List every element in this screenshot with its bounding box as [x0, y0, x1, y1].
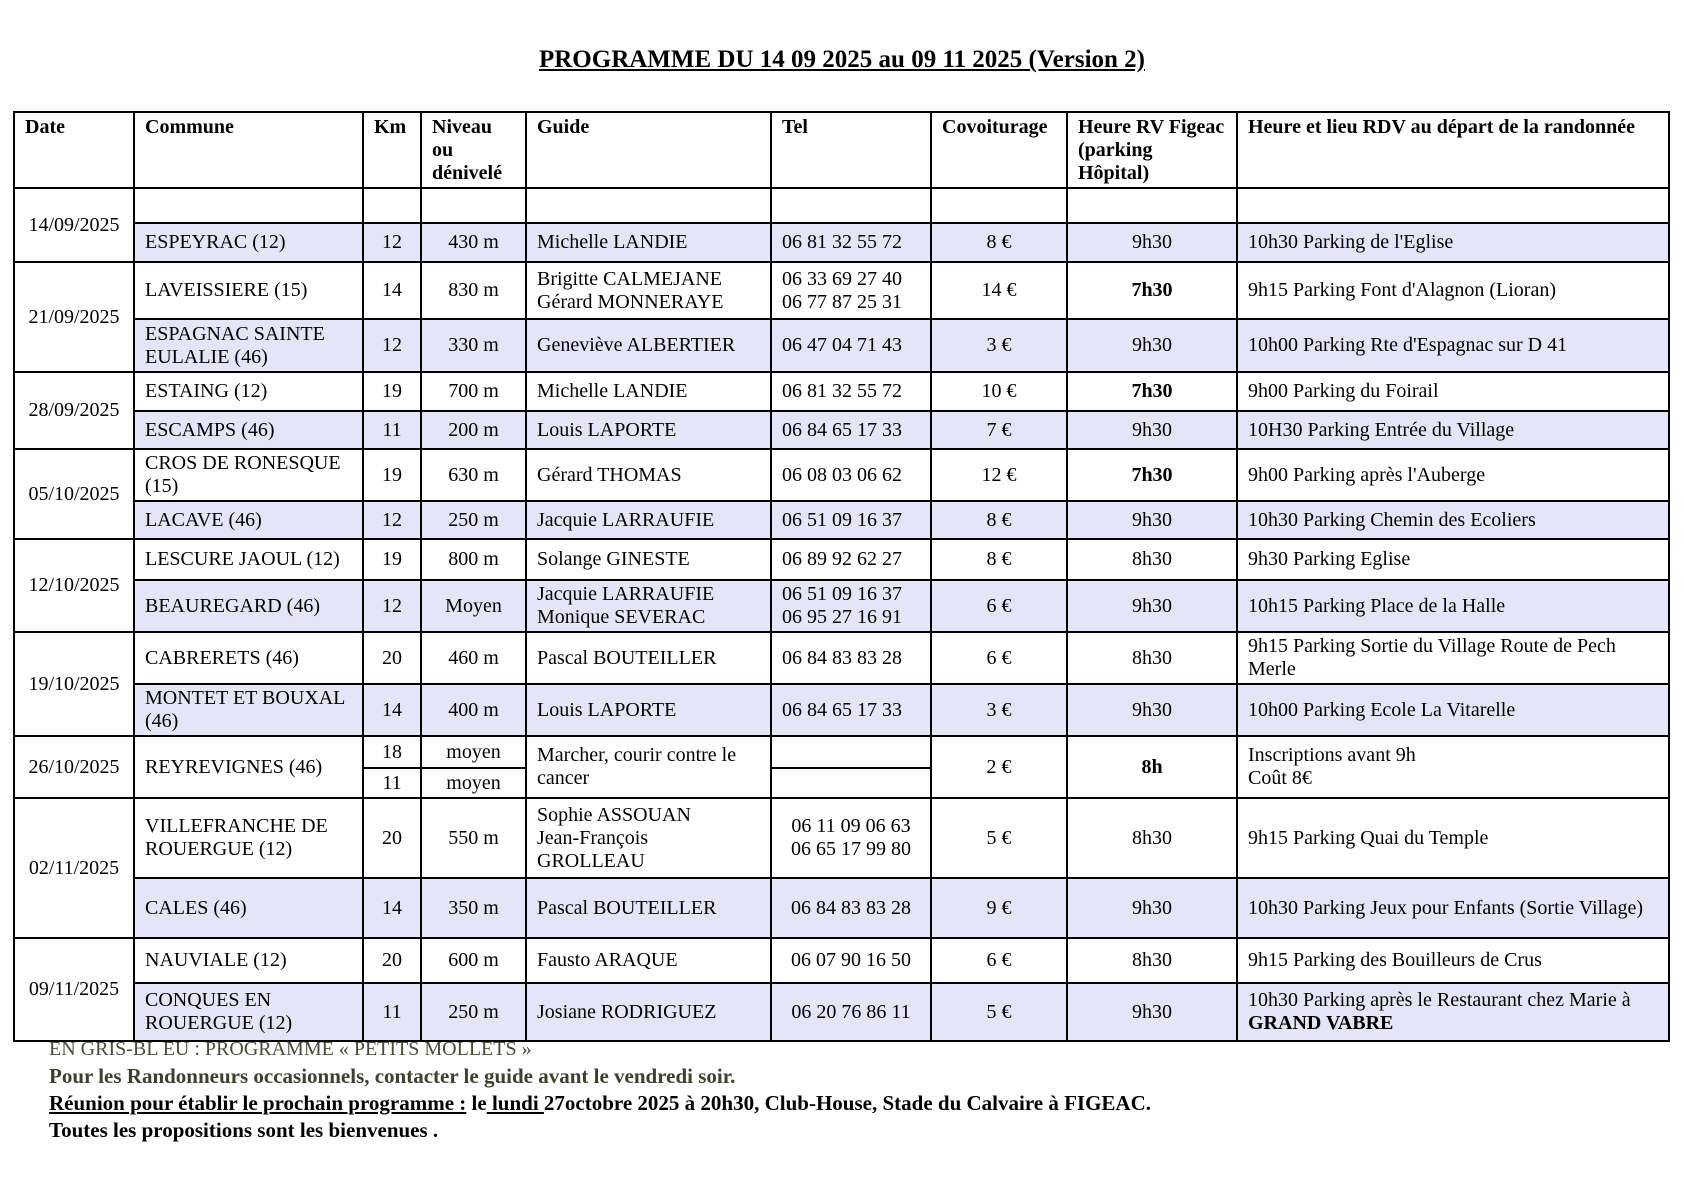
- heure-cell: 8h30: [1067, 632, 1237, 684]
- km-cell: 11: [363, 983, 421, 1041]
- tel-cell: 06 47 04 71 43: [771, 319, 931, 372]
- tel-cell: 06 89 92 62 27: [771, 539, 931, 580]
- niveau-cell: 250 m: [421, 501, 526, 539]
- commune-cell: ESPAGNAC SAINTE EULALIE (46): [134, 319, 363, 372]
- table-row: [14, 262, 1669, 319]
- covoiturage-cell: 8 €: [931, 501, 1067, 539]
- commune-cell: CONQUES EN ROUERGUE (12): [134, 983, 363, 1041]
- km-cell: 14: [363, 684, 421, 736]
- guide-cell: Marcher, courir contre le cancer: [526, 736, 771, 798]
- guide-cell: Jacquie LARRAUFIE: [526, 501, 771, 539]
- km-cell: 20: [363, 798, 421, 878]
- commune-cell: NAUVIALE (12): [134, 938, 363, 983]
- guide-cell: [526, 798, 771, 878]
- covoiturage-cell: 5 €: [931, 983, 1067, 1041]
- guide-cell: Fausto ARAQUE: [526, 938, 771, 983]
- rdv-line: Inscriptions avant 9h: [1248, 744, 1416, 766]
- guide-name: Gérard MONNERAYE: [537, 290, 724, 313]
- occasional-hikers-note: Pour les Randonneurs occasionnels, contacter le guide avant le vendredi soir.: [49, 1064, 736, 1088]
- niveau-cell: 350 m: [421, 878, 526, 938]
- commune-cell: REYREVIGNES (46): [134, 736, 363, 798]
- tel-cell: [771, 768, 931, 798]
- covoiturage-cell: 2 €: [931, 736, 1067, 798]
- rdv-cell: 9h00 Parking après l'Auberge: [1237, 449, 1669, 501]
- date-cell: 28/09/2025: [14, 372, 134, 449]
- tel-cell: 06 84 65 17 33: [771, 684, 931, 736]
- covoiturage-cell: 9 €: [931, 878, 1067, 938]
- rdv-text: 10h30 Parking après le Restaurant chez Marie à: [1248, 989, 1631, 1011]
- guide-name: Brigitte CALMEJANE: [537, 267, 722, 290]
- rdv-cell: 10h00 Parking Ecole La Vitarelle: [1237, 684, 1669, 736]
- heure-cell: 8h: [1067, 736, 1237, 798]
- niveau-cell: 630 m: [421, 449, 526, 501]
- commune-cell: VILLEFRANCHE DE ROUERGUE (12): [134, 798, 363, 878]
- rdv-cell: 9h30 Parking Eglise: [1237, 539, 1669, 580]
- date-cell: 05/10/2025: [14, 449, 134, 539]
- tel-number: 06 77 87 25 31: [782, 290, 902, 313]
- tel-cell: 06 08 03 06 62: [771, 449, 931, 501]
- date-cell: 21/09/2025: [14, 262, 134, 372]
- covoiturage-cell: 8 €: [931, 223, 1067, 262]
- table-row: [14, 580, 1669, 632]
- niveau-cell: 600 m: [421, 938, 526, 983]
- tel-cell: [771, 798, 931, 878]
- rdv-cell: 9h15 Parking Sortie du Village Route de Pech Merle: [1237, 632, 1669, 684]
- header-niveau: Niveau ou dénivelé: [421, 112, 526, 188]
- header-covoiturage: Covoiturage: [931, 112, 1067, 188]
- heure-cell: 9h30: [1067, 684, 1237, 736]
- meeting-day: lundi: [486, 1091, 544, 1115]
- rdv-cell: 10h00 Parking Rte d'Espagnac sur D 41: [1237, 319, 1669, 372]
- table-row: [14, 501, 1669, 539]
- heure-cell: 7h30: [1067, 449, 1237, 501]
- tel-number: 06 95 27 16 91: [782, 606, 902, 628]
- rdv-cell: 10h30 Parking de l'Eglise: [1237, 223, 1669, 262]
- km-cell: 14: [363, 878, 421, 938]
- table-row-empty: [14, 188, 1669, 223]
- heure-cell: 7h30: [1067, 262, 1237, 319]
- km-cell: 19: [363, 372, 421, 411]
- tel-cell: 06 07 90 16 50: [771, 938, 931, 983]
- covoiturage-cell: 3 €: [931, 319, 1067, 372]
- footer-notes: [49, 1036, 1649, 1144]
- km-cell: 12: [363, 501, 421, 539]
- guide-cell: Pascal BOUTEILLER: [526, 878, 771, 938]
- heure-cell: 9h30: [1067, 223, 1237, 262]
- rdv-cell: 10h30 Parking Jeux pour Enfants (Sortie Village): [1237, 878, 1669, 938]
- date-cell: 26/10/2025: [14, 736, 134, 798]
- niveau-cell: 830 m: [421, 262, 526, 319]
- covoiturage-cell: 3 €: [931, 684, 1067, 736]
- tel-number: 06 11 09 06 63: [791, 815, 911, 837]
- rdv-cell: [1237, 983, 1669, 1041]
- header-commune: Commune: [134, 112, 363, 188]
- covoiturage-cell: 12 €: [931, 449, 1067, 501]
- commune-cell: ESCAMPS (46): [134, 411, 363, 449]
- rdv-cell: 10h15 Parking Place de la Halle: [1237, 580, 1669, 632]
- heure-cell: 9h30: [1067, 983, 1237, 1041]
- proposals-note: Toutes les propositions sont les bienvenues .: [49, 1118, 439, 1142]
- rdv-cell: 9h15 Parking Font d'Alagnon (Lioran): [1237, 262, 1669, 319]
- date-cell: 02/11/2025: [14, 798, 134, 938]
- km-cell: 20: [363, 632, 421, 684]
- km-cell: 18: [363, 736, 421, 768]
- rdv-cell: [1237, 736, 1669, 798]
- km-cell: 12: [363, 223, 421, 262]
- heure-cell: 8h30: [1067, 798, 1237, 878]
- commune-cell: BEAUREGARD (46): [134, 580, 363, 632]
- tel-cell: 06 81 32 55 72: [771, 223, 931, 262]
- tel-cell: 06 84 83 83 28: [771, 878, 931, 938]
- guide-cell: Solange GINESTE: [526, 539, 771, 580]
- tel-cell: 06 84 83 83 28: [771, 632, 931, 684]
- km-cell: 19: [363, 449, 421, 501]
- table-row: [14, 411, 1669, 449]
- tel-number: 06 65 17 99 80: [791, 838, 911, 860]
- table-row: [14, 684, 1669, 736]
- table-row: [14, 938, 1669, 983]
- guide-cell: Gérard THOMAS: [526, 449, 771, 501]
- tel-number: 06 33 69 27 40: [782, 267, 902, 290]
- rdv-cell: 10H30 Parking Entrée du Village: [1237, 411, 1669, 449]
- commune-cell: LAVEISSIERE (15): [134, 262, 363, 319]
- km-cell: 11: [363, 411, 421, 449]
- km-cell: 12: [363, 319, 421, 372]
- km-cell: 12: [363, 580, 421, 632]
- niveau-cell: moyen: [421, 736, 526, 768]
- covoiturage-cell: 5 €: [931, 798, 1067, 878]
- date-cell: 14/09/2025: [14, 188, 134, 262]
- meeting-note: [49, 1090, 1649, 1117]
- niveau-cell: moyen: [421, 768, 526, 798]
- guide-name: Monique SEVERAC: [537, 606, 706, 628]
- guide-name: Sophie ASSOUAN: [537, 803, 691, 826]
- meeting-details: 27octobre 2025 à 20h30, Club-House, Stade du Calvaire à FIGEAC.: [543, 1091, 1152, 1115]
- heure-cell: 8h30: [1067, 539, 1237, 580]
- rdv-line: Coût 8€: [1248, 767, 1312, 789]
- tel-cell: [771, 580, 931, 632]
- km-cell: 14: [363, 262, 421, 319]
- guide-cell: Louis LAPORTE: [526, 684, 771, 736]
- km-cell: 20: [363, 938, 421, 983]
- date-cell: 09/11/2025: [14, 938, 134, 1041]
- tel-cell: [771, 262, 931, 319]
- covoiturage-cell: 14 €: [931, 262, 1067, 319]
- covoiturage-cell: 6 €: [931, 938, 1067, 983]
- commune-cell: LACAVE (46): [134, 501, 363, 539]
- table-row: [14, 372, 1669, 411]
- tel-cell: 06 20 76 86 11: [771, 983, 931, 1041]
- covoiturage-cell: 7 €: [931, 411, 1067, 449]
- tel-cell: 06 81 32 55 72: [771, 372, 931, 411]
- covoiturage-cell: 6 €: [931, 580, 1067, 632]
- date-cell: 12/10/2025: [14, 539, 134, 632]
- header-km: Km: [363, 112, 421, 188]
- header-guide: Guide: [526, 112, 771, 188]
- niveau-cell: 200 m: [421, 411, 526, 449]
- heure-cell: 9h30: [1067, 501, 1237, 539]
- table-row: [14, 736, 1669, 768]
- meeting-text: le: [466, 1091, 487, 1115]
- table-row: [14, 983, 1669, 1041]
- header-date: Date: [14, 112, 134, 188]
- guide-cell: [526, 262, 771, 319]
- header-tel: Tel: [771, 112, 931, 188]
- guide-cell: Michelle LANDIE: [526, 223, 771, 262]
- niveau-cell: 430 m: [421, 223, 526, 262]
- tel-cell: 06 51 09 16 37: [771, 501, 931, 539]
- guide-cell: Josiane RODRIGUEZ: [526, 983, 771, 1041]
- heure-cell: 9h30: [1067, 580, 1237, 632]
- niveau-cell: 400 m: [421, 684, 526, 736]
- guide-name: Jean-François GROLLEAU: [537, 826, 649, 872]
- meeting-label: Réunion pour établir le prochain programme :: [49, 1091, 467, 1115]
- table-row: [14, 223, 1669, 262]
- niveau-cell: 550 m: [421, 798, 526, 878]
- table-row: [14, 449, 1669, 501]
- header-heure-rv: Heure RV Figeac (parking Hôpital): [1067, 112, 1237, 188]
- heure-cell: 7h30: [1067, 372, 1237, 411]
- covoiturage-cell: 8 €: [931, 539, 1067, 580]
- heure-cell: 9h30: [1067, 319, 1237, 372]
- guide-cell: Pascal BOUTEILLER: [526, 632, 771, 684]
- rdv-cell: 9h15 Parking Quai du Temple: [1237, 798, 1669, 878]
- km-cell: 19: [363, 539, 421, 580]
- guide-cell: Geneviève ALBERTIER: [526, 319, 771, 372]
- covoiturage-cell: 10 €: [931, 372, 1067, 411]
- niveau-cell: 700 m: [421, 372, 526, 411]
- commune-cell: MONTET ET BOUXAL (46): [134, 684, 363, 736]
- page-title: PROGRAMME DU 14 09 2025 au 09 11 2025 (Version 2): [538, 46, 1145, 73]
- header-row: [14, 112, 1669, 188]
- km-cell: 11: [363, 768, 421, 798]
- tel-number: 06 51 09 16 37: [782, 583, 902, 605]
- tel-cell: 06 84 65 17 33: [771, 411, 931, 449]
- commune-cell: CALES (46): [134, 878, 363, 938]
- table-row: [14, 878, 1669, 938]
- table-row: [14, 632, 1669, 684]
- heure-cell: 9h30: [1067, 411, 1237, 449]
- rdv-place: GRAND VABRE: [1248, 1012, 1394, 1034]
- commune-cell: LESCURE JAOUL (12): [134, 539, 363, 580]
- heure-cell: 9h30: [1067, 878, 1237, 938]
- niveau-cell: 800 m: [421, 539, 526, 580]
- covoiturage-cell: 6 €: [931, 632, 1067, 684]
- commune-cell: ESPEYRAC (12): [134, 223, 363, 262]
- guide-cell: Louis LAPORTE: [526, 411, 771, 449]
- rdv-cell: 10h30 Parking Chemin des Ecoliers: [1237, 501, 1669, 539]
- niveau-cell: Moyen: [421, 580, 526, 632]
- schedule-table: [13, 111, 1670, 1042]
- legend-note: EN GRIS-BL EU : PROGRAMME « PETITS MOLLETS »: [49, 1038, 532, 1060]
- table-row: [14, 319, 1669, 372]
- rdv-cell: 9h00 Parking du Foirail: [1237, 372, 1669, 411]
- date-cell: 19/10/2025: [14, 632, 134, 736]
- header-rdv: Heure et lieu RDV au départ de la randonnée: [1237, 112, 1669, 188]
- tel-cell: [771, 736, 931, 768]
- niveau-cell: 330 m: [421, 319, 526, 372]
- heure-cell: 8h30: [1067, 938, 1237, 983]
- commune-cell: ESTAING (12): [134, 372, 363, 411]
- niveau-cell: 460 m: [421, 632, 526, 684]
- niveau-cell: 250 m: [421, 983, 526, 1041]
- guide-cell: [526, 580, 771, 632]
- guide-cell: Michelle LANDIE: [526, 372, 771, 411]
- table-row: [14, 798, 1669, 878]
- guide-name: Jacquie LARRAUFIE: [537, 583, 715, 605]
- rdv-cell: 9h15 Parking des Bouilleurs de Crus: [1237, 938, 1669, 983]
- commune-cell: CABRERETS (46): [134, 632, 363, 684]
- table-row: [14, 539, 1669, 580]
- commune-cell: CROS DE RONESQUE (15): [134, 449, 363, 501]
